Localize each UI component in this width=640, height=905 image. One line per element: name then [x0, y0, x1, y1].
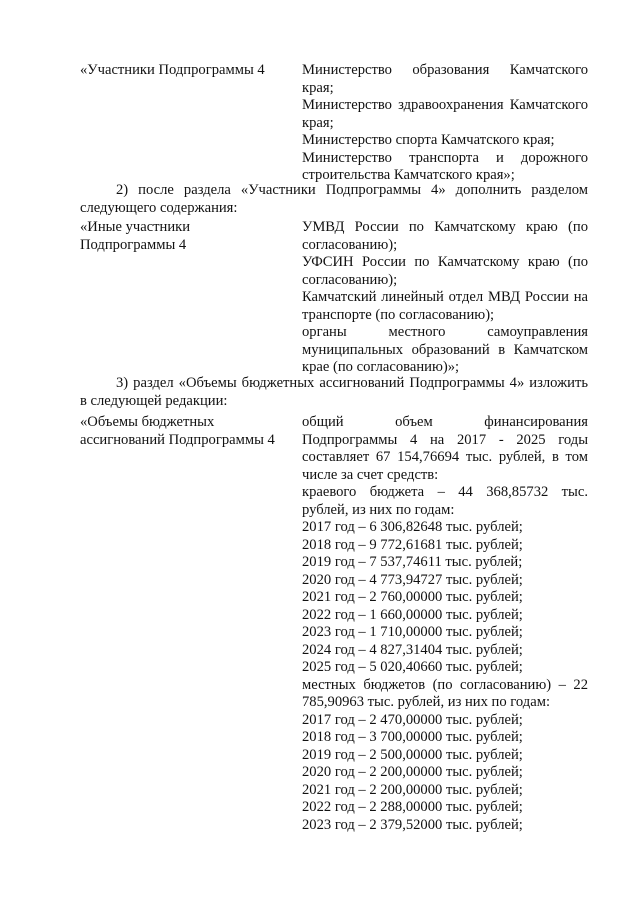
local-year-item: 2017 год – 2 470,00000 тыс. рублей;	[302, 711, 523, 728]
regional-year-item: 2020 год – 4 773,94727 тыс. рублей;	[302, 571, 523, 588]
regional-year-item: 2017 год – 6 306,82648 тыс. рублей;	[302, 519, 523, 535]
other-participant-item: УФСИН России по Камчатскому краю (по согласованию);	[302, 254, 588, 288]
participant-item: Министерство транспорта и дорожного строительства Камчатского края»;	[302, 149, 588, 183]
local-budget-total: местных бюджетов (по согласованию) – 22 785,90963 тыс. рублей, из них по годам:	[302, 676, 588, 710]
budget-values	[302, 414, 588, 834]
regional-year-item: 2024 год – 4 827,31404 тыс. рублей;	[302, 641, 523, 658]
participant-item: Министерство образования Камчатского края;	[302, 62, 588, 96]
local-year-item: 2021 год – 2 200,00000 тыс. рублей;	[302, 781, 523, 798]
other-participants-list	[302, 219, 588, 377]
participant-item: Министерство здравоохранения Камчатского края;	[302, 97, 588, 131]
regional-year-item: 2018 год – 9 772,61681 тыс. рублей;	[302, 536, 523, 553]
local-year-item: 2018 год – 3 700,00000 тыс. рублей;	[302, 729, 523, 745]
regional-year-item: 2022 год – 1 660,00000 тыс. рублей;	[302, 606, 523, 623]
amendment-paragraph-2: 2) после раздела «Участники Подпрограммы 4» дополнить разделом следующего содержания:	[80, 182, 588, 216]
participants-list	[302, 62, 588, 185]
participants-label: «Участники Подпрограммы 4	[80, 62, 265, 78]
other-participant-item: Камчатский линейный отдел МВД России на транспорте (по согласованию);	[302, 289, 588, 323]
local-year-item: 2019 год – 2 500,00000 тыс. рублей;	[302, 746, 523, 763]
regional-year-item: 2021 год – 2 760,00000 тыс. рублей;	[302, 589, 523, 605]
other-participant-item: органы местного самоуправления муниципальных образований в Камчатском крае (по согласованию)»;	[302, 324, 588, 375]
local-year-item: 2020 год – 2 200,00000 тыс. рублей;	[302, 764, 523, 780]
participant-item: Министерство спорта Камчатского края;	[302, 132, 555, 148]
local-year-item: 2023 год – 2 379,52000 тыс. рублей;	[302, 816, 523, 833]
local-year-item: 2022 год – 2 288,00000 тыс. рублей;	[302, 799, 523, 815]
budget-total: общий объем финансирования Подпрограммы 4 на 2017 - 2025 годы составляет 67 154,76694 тыс. рублей, в том числе за счет средств:	[302, 414, 588, 483]
regional-year-item: 2025 год – 5 020,40660 тыс. рублей;	[302, 659, 523, 675]
other-participants-label: «Иные участники Подпрограммы 4	[80, 219, 191, 253]
other-participant-item: УМВД России по Камчатскому краю (по согласованию);	[302, 219, 588, 253]
regional-budget-total: краевого бюджета – 44 368,85732 тыс. рублей, из них по годам:	[302, 484, 588, 518]
regional-year-item: 2019 год – 7 537,74611 тыс. рублей;	[302, 554, 523, 570]
budget-label: «Объемы бюджетных ассигнований Подпрограммы 4	[80, 414, 275, 448]
amendment-paragraph-3: 3) раздел «Объемы бюджетных ассигнований Подпрограммы 4» изложить в следующей редакции:	[80, 375, 588, 409]
regional-year-item: 2023 год – 1 710,00000 тыс. рублей;	[302, 624, 523, 640]
